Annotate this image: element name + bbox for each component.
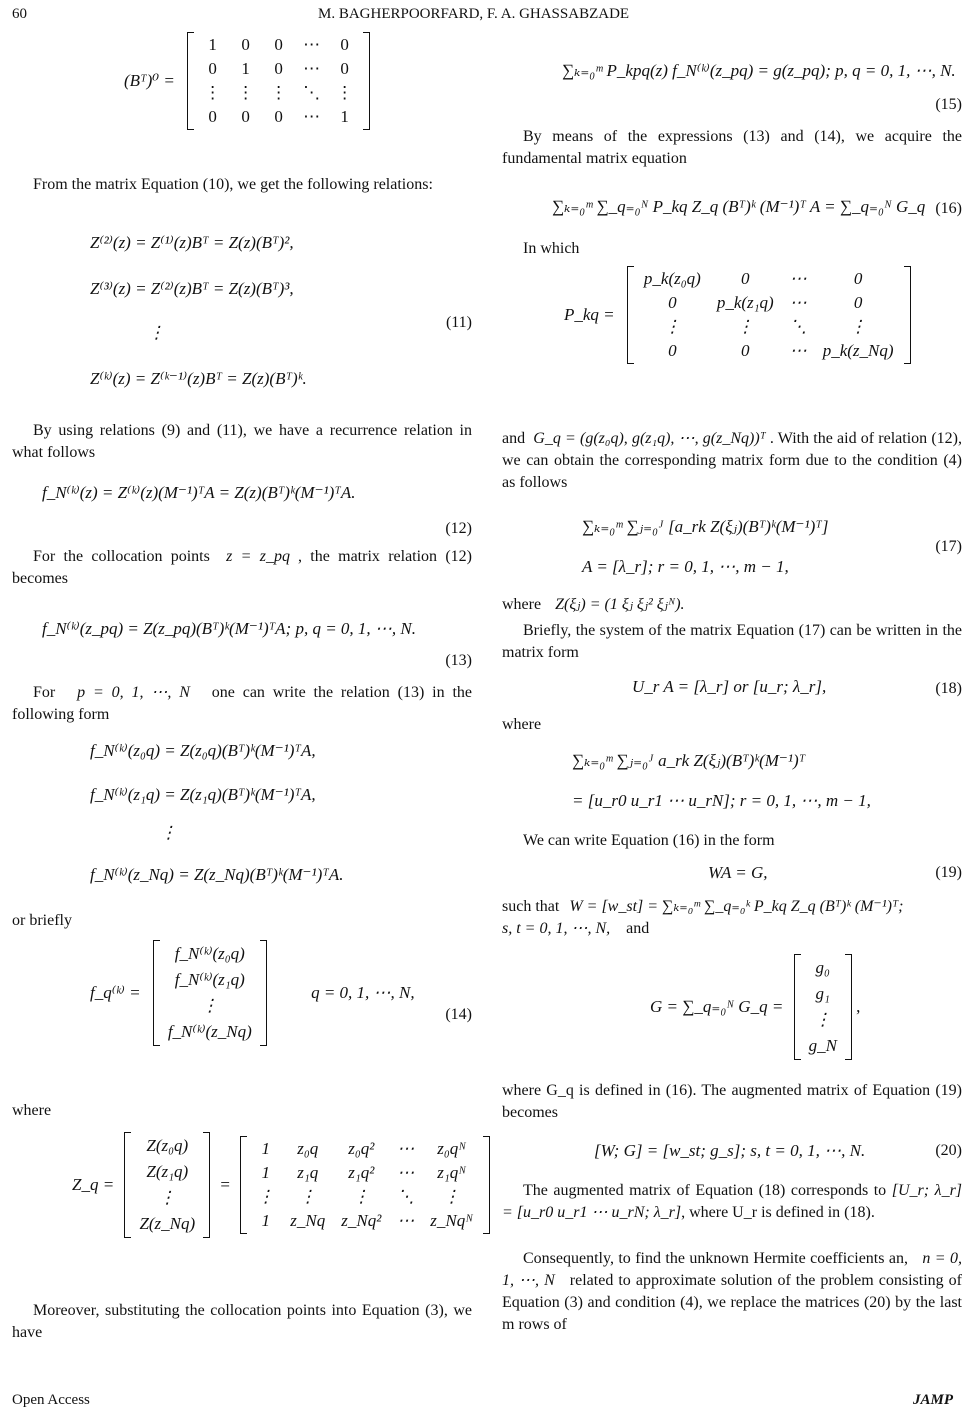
paragraph: or briefly <box>12 912 72 929</box>
matrix-cell: ⋯ <box>397 1139 415 1158</box>
equation-number: (12) <box>445 520 472 537</box>
matrix-cell: 1 <box>261 1139 271 1158</box>
matrix-cell: z₀q <box>297 1139 319 1158</box>
matrix-cell: 0 <box>274 107 283 126</box>
b-identity-matrix <box>187 32 370 130</box>
matrix-cell: ⋮ <box>352 1187 370 1206</box>
equation-number: (16) <box>935 200 962 217</box>
matrix-cell: z_Nqᴺ <box>430 1211 474 1230</box>
equation-12: f_N⁽ᵏ⁾(z) = Z⁽ᵏ⁾(z)(M⁻¹)ᵀA = Z(z)(Bᵀ)ᵏ(M⁻¹)ᵀA. <box>42 483 356 502</box>
matrix-cell: z₁qᴺ <box>437 1163 467 1182</box>
matrix-cell: ⋮ <box>443 1187 461 1206</box>
matrix-cell: Z(z₀q) <box>146 1136 189 1155</box>
eq17-line: ∑ₖ₌₀ᵐ ∑ⱼ₌₀ᴶ [a_rk Z(ξⱼ)(Bᵀ)ᵏ(M⁻¹)ᵀ] <box>582 517 829 536</box>
footer-journal: JAMP <box>912 1392 953 1408</box>
f-vector <box>153 940 267 1046</box>
eq-list-line: f_N⁽ᵏ⁾(z_Nq) = Z(z_Nq)(Bᵀ)ᵏ(M⁻¹)ᵀA. <box>90 865 344 884</box>
text: such that <box>502 898 560 915</box>
inline-math: Z(ξⱼ) = (1 ξⱼ ξⱼ² ξⱼᴺ). <box>555 596 685 613</box>
matrix-cell: g_N <box>808 1036 837 1055</box>
paragraph: By means of the expressions (13) and (14), we acquire the fundamental matrix equation <box>502 128 962 167</box>
matrix-cell: ⋮ <box>257 1187 275 1206</box>
eq-list-line: f_N⁽ᵏ⁾(z₁q) = Z(z₁q)(Bᵀ)ᵏ(M⁻¹)ᵀA, <box>90 785 316 804</box>
equation-16: ∑ₖ₌₀ᵐ ∑_q₌₀ᴺ P_kq Z_q (Bᵀ)ᵏ (M⁻¹)ᵀ A = ∑_q₌₀ᴺ G_q <box>552 197 926 216</box>
matrix-cell: ⋮ <box>270 83 288 102</box>
equation-19: WA = G, <box>708 863 768 882</box>
right-column <box>502 0 962 1380</box>
paragraph <box>502 594 685 616</box>
matrix-cell: 0 <box>853 269 863 288</box>
running-title: M. BAGHERPOORFARD, F. A. GHASSABZADE <box>318 6 630 22</box>
paragraph: Moreover, substituting the collocation points into Equation (3), we have <box>12 1302 472 1341</box>
eq-list-line: ⋮ <box>160 823 177 842</box>
matrix-cell: ⋯ <box>397 1211 415 1230</box>
equation-18: U_r A = [λ_r] or [u_r; λ_r], <box>632 677 827 696</box>
inline-math: s, t = 0, 1, ⋯, N, <box>502 920 611 937</box>
matrix-cell: z_Nq² <box>341 1211 382 1230</box>
matrix-cell: 0 <box>668 293 677 312</box>
zq-vector <box>124 1132 210 1238</box>
equation-number: (13) <box>445 652 472 669</box>
text: , where U_r is defined in (18). <box>681 1204 875 1221</box>
g-equation: G = ∑_q₌₀ᴺ G_q = g₀ g₁ ⋮ g_N , <box>650 954 860 1060</box>
b-identity-equation <box>124 32 370 130</box>
matrix-cell: p_k(z₀q) <box>643 269 701 288</box>
equation-number: (11) <box>445 314 472 331</box>
matrix-cell: 0 <box>741 269 750 288</box>
matrix-cell: g₁ <box>815 984 830 1003</box>
eq11-line: Z⁽ᵏ⁾(z) = Z⁽ᵏ⁻¹⁾(z)Bᵀ = Z(z)(Bᵀ)ᵏ. <box>90 369 307 388</box>
matrix-cell: 0 <box>241 35 250 54</box>
matrix-cell: ⋱ <box>397 1187 415 1206</box>
matrix-cell: ⋮ <box>663 317 681 336</box>
paragraph: By using relations (9) and (11), we have a recurrence relation in what follows <box>12 422 472 461</box>
inline-math: [U_r; λ_r] = [u_r0 u_r1 ⋯ u_rN; λ_r] <box>502 1182 963 1221</box>
pkq-label: P_kq = <box>564 305 615 324</box>
matrix-cell: 0 <box>274 59 283 78</box>
equation-number: (19) <box>935 864 962 881</box>
equation-number: (18) <box>935 680 962 697</box>
matrix-cell: 0 <box>741 341 750 360</box>
matrix-cell: 1 <box>261 1163 271 1182</box>
inline-math: n = 0, 1, ⋯, N <box>502 1250 962 1289</box>
matrix-cell: ⋯ <box>303 35 321 54</box>
matrix-cell: 1 <box>208 35 217 54</box>
matrix-cell: f_N⁽ᵏ⁾(z₁q) <box>174 970 245 989</box>
matrix-cell: ⋯ <box>303 59 321 78</box>
g-vector <box>794 954 852 1060</box>
pkq-matrix <box>627 266 911 364</box>
equation-14 <box>90 940 415 1046</box>
matrix-cell: 0 <box>340 35 349 54</box>
g-label: G = ∑_q₌₀ᴺ G_q = <box>650 997 784 1016</box>
paragraph: Briefly, the system of the matrix Equation (17) can be written in the matrix form <box>502 622 962 661</box>
eq14-condition: q = 0, 1, ⋯, N, <box>311 983 415 1002</box>
equation-17 <box>582 516 962 586</box>
eq11-line: Z⁽²⁾(z) = Z⁽¹⁾(z)Bᵀ = Z(z)(Bᵀ)², <box>90 233 294 252</box>
equation-20: [W; G] = [w_st; g_s]; s, t = 0, 1, ⋯, N. <box>594 1141 866 1160</box>
text: one can write the relation (13) in the following form <box>12 684 473 723</box>
b-matrix-label: (Bᵀ)⁰ = <box>124 71 175 90</box>
paragraph: where G_q is defined in (16). The augmented matrix of Equation (19) becomes <box>502 1082 962 1121</box>
text: For the collocation points <box>33 548 210 565</box>
inline-math: z = z_pq <box>226 548 290 565</box>
matrix-cell: ⋮ <box>204 83 222 102</box>
matrix-cell: p_k(z_Nq) <box>822 341 894 360</box>
matrix-cell: ⋱ <box>303 83 321 102</box>
paragraph <box>502 896 962 940</box>
matrix-cell: 0 <box>668 341 677 360</box>
equation-number: (15) <box>935 96 962 113</box>
matrix-cell: f_N⁽ᵏ⁾(z_Nq) <box>167 1022 252 1041</box>
zq-label: Z_q = <box>72 1175 115 1194</box>
eq11-line: Z⁽³⁾(z) = Z⁽²⁾(z)Bᵀ = Z(z)(Bᵀ)³, <box>90 279 294 298</box>
matrix-cell: ⋮ <box>299 1187 317 1206</box>
matrix-cell: z₀q² <box>348 1139 375 1158</box>
matrix-cell: z₁q <box>297 1163 319 1182</box>
matrix-cell: ⋮ <box>158 1188 176 1207</box>
matrix-cell: ⋮ <box>237 83 255 102</box>
matrix-cell: ⋮ <box>201 996 219 1015</box>
left-column <box>12 0 472 1380</box>
text: The augmented matrix of Equation (18) corresponds to <box>523 1182 887 1199</box>
zq-equation: Z_q = Z(z₀q) Z(z₁q) ⋮ Z(z_Nq) = 1 z₀q z₀q² ⋯ z₀qᴺ 1 z₁q z₁q² ⋯ z₁qᴺ ⋮ ⋮ ⋮ ⋱ ⋮ 1 z_Nq z_Nq² ⋯ z_Nqᴺ <box>72 1132 490 1238</box>
page-number: 60 <box>12 6 27 22</box>
paragraph: In which <box>523 240 580 257</box>
paragraph <box>12 546 472 590</box>
matrix-cell: ⋮ <box>814 1010 832 1029</box>
text: , the matrix relation (12) becomes <box>12 548 473 587</box>
paragraph: where <box>502 716 542 733</box>
equation-11 <box>90 232 472 412</box>
equation-list <box>90 740 472 900</box>
matrix-cell: ⋯ <box>789 269 807 288</box>
matrix-cell: ⋱ <box>789 317 807 336</box>
inline-math: G_q = (g(z₀q), g(z₁q), ⋯, g(z_Nq))ᵀ <box>533 430 766 447</box>
paragraph <box>502 428 962 494</box>
matrix-cell: 1 <box>261 1211 271 1230</box>
paragraph: where <box>12 1102 52 1119</box>
zq-matrix <box>240 1136 490 1234</box>
matrix-cell: Z(z_Nq) <box>139 1214 196 1233</box>
where-line: ∑ₖ₌₀ᵐ ∑ⱼ₌₀ᴶ a_rk Z(ξⱼ)(Bᵀ)ᵏ(M⁻¹)ᵀ <box>572 751 806 770</box>
matrix-cell: 0 <box>208 59 217 78</box>
equation-13: f_N⁽ᵏ⁾(z_pq) = Z(z_pq)(Bᵀ)ᵏ(M⁻¹)ᵀA; p, q = 0, 1, ⋯, N. <box>42 619 417 638</box>
equation-number: (20) <box>935 1142 962 1159</box>
equation-number: (14) <box>445 1006 472 1023</box>
eq14-label: f_q⁽ᵏ⁾ = <box>90 983 141 1002</box>
matrix-cell: g₀ <box>815 958 830 977</box>
pkq-equation <box>564 266 911 364</box>
where-line: = [u_r0 u_r1 ⋯ u_rN]; r = 0, 1, ⋯, m − 1, <box>572 791 871 810</box>
equation-15: ∑ₖ₌₀ᵐ P_kpq(z) f_N⁽ᵏ⁾(z_pq) = g(z_pq); p, q = 0, 1, ⋯, N. <box>562 61 956 80</box>
matrix-cell: ⋯ <box>789 341 807 360</box>
matrix-cell: 0 <box>208 107 217 126</box>
matrix-cell: f_N⁽ᵏ⁾(z₀q) <box>174 944 245 963</box>
inline-math: p = 0, 1, ⋯, N <box>77 684 190 701</box>
matrix-cell: p_k(z₁q) <box>716 293 774 312</box>
matrix-cell: 0 <box>340 59 349 78</box>
matrix-cell: 1 <box>241 59 250 78</box>
equation-number: (17) <box>935 538 962 555</box>
matrix-cell: ⋮ <box>849 317 867 336</box>
text: . With the aid of relation (12), we can obtain the corresponding matrix form due to the condition (4) as follows <box>502 430 963 491</box>
matrix-cell: ⋮ <box>736 317 754 336</box>
matrix-cell: 0 <box>241 107 250 126</box>
footer-left: Open Access <box>12 1392 90 1408</box>
text: Consequently, to find the unknown Hermite coefficients an, <box>523 1250 908 1267</box>
paragraph: We can write Equation (16) in the form <box>523 832 775 849</box>
matrix-cell: 0 <box>853 293 863 312</box>
eq-list-line: f_N⁽ᵏ⁾(z₀q) = Z(z₀q)(Bᵀ)ᵏ(M⁻¹)ᵀA, <box>90 741 316 760</box>
matrix-cell: 0 <box>274 35 283 54</box>
matrix-cell: Z(z₁q) <box>146 1162 189 1181</box>
matrix-cell: ⋯ <box>789 293 807 312</box>
eq11-line: ⋮ <box>148 323 165 342</box>
matrix-cell: ⋯ <box>397 1163 415 1182</box>
text: and <box>502 430 526 447</box>
matrix-cell: z_Nq <box>290 1211 326 1230</box>
paragraph: From the matrix Equation (10), we get the following relations: <box>33 176 433 193</box>
matrix-cell: ⋯ <box>303 107 321 126</box>
text: where <box>502 596 542 613</box>
paragraph <box>12 682 472 726</box>
inline-math: W = [w_st] = ∑ₖ₌₀ᵐ ∑_q₌₀ᵏ P_kq Z_q (Bᵀ)ᵏ (M⁻¹)ᵀ; <box>569 898 904 915</box>
matrix-cell: z₀qᴺ <box>437 1139 467 1158</box>
paragraph <box>502 1248 962 1336</box>
eq17-line: A = [λ_r]; r = 0, 1, ⋯, m − 1, <box>582 557 789 576</box>
text: and <box>626 920 650 937</box>
text: For <box>33 684 56 701</box>
where-equation <box>572 750 962 820</box>
matrix-cell: z₁q² <box>348 1163 375 1182</box>
matrix-cell: ⋮ <box>336 83 354 102</box>
text: related to approximate solution of the problem consisting of Equation (3) and condition (4), we replace the matrices (20) by the last m rows of <box>502 1272 963 1333</box>
matrix-cell: 1 <box>340 107 349 126</box>
paragraph <box>502 1180 962 1224</box>
